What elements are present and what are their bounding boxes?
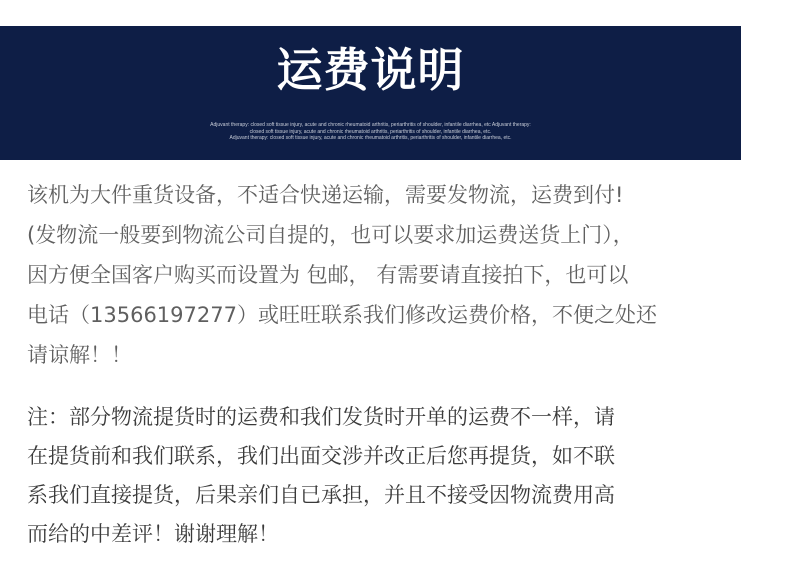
banner-subtitle-line: closed soft tissue injury, acute and chronic rheumatoid arthritis, periarthritis of shoulder, infantile diarrhea, etc.	[249, 128, 492, 135]
header-banner	[0, 26, 741, 160]
notice-line: 因方便全国客户购买而设置为 包邮， 有需要请直接拍下，也可以	[27, 263, 629, 287]
notice-line: 电话（13566197277）或旺旺联系我们修改运费价格，不便之处还	[27, 303, 657, 327]
shipping-notice-paragraph	[27, 175, 727, 375]
note-line: 注：部分物流提货时的运费和我们发货时开单的运费不一样，请	[27, 405, 615, 429]
note-line: 在提货前和我们联系，我们出面交涉并改正后您再提货，如不联	[27, 444, 615, 468]
notice-line: 请谅解！！	[27, 343, 132, 367]
banner-title: 运费说明	[276, 43, 465, 97]
notice-line: 该机为大件重货设备，不适合快递运输，需要发物流，运费到付!	[27, 183, 624, 207]
banner-subtitle-line: Adjuvant therapy: closed soft tissue injury, acute and chronic rheumatoid arthritis, periarthritis of shoulder, infantile diarrhea, etc.	[229, 135, 512, 141]
note-line: 而给的中差评！谢谢理解！	[27, 522, 279, 546]
note-line: 系我们直接提货，后果亲们自已承担，并且不接受因物流费用高	[27, 483, 615, 507]
pickup-note-paragraph	[27, 398, 727, 554]
notice-line: (发物流一般要到物流公司自提的，也可以要求加运费送货上门），	[27, 223, 634, 247]
banner-subtitle-line: Adjuvant therapy: closed soft tissue injury, acute and chronic rheumatoid arthritis, periarthritis of shoulder, infantile diarrhea, etc Adjuvant therapy:	[210, 122, 531, 128]
banner-subtitle	[140, 122, 601, 142]
